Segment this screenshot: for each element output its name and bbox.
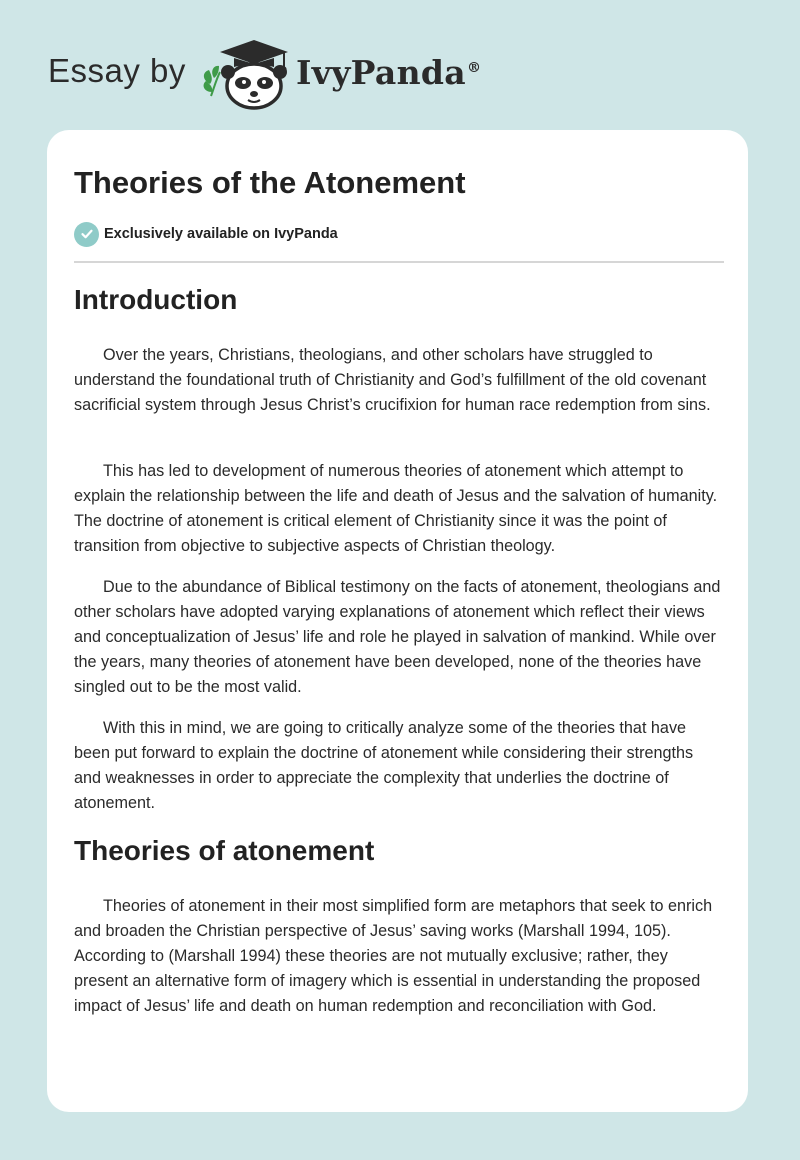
theories-paragraph-1: Theories of atonement in their most simplified form are metaphors that seek to enrich and broaden the Christian perspective of Jesus’ saving works (Marshall 1994, 105). According to (Marshall 1994) these theories are not mutually exclusive; rather, they present an alternative form of imagery which is essential in understanding the proposed impact of Jesus’ life and death on human redemption and reconciliation with God. xyxy=(74,897,713,1015)
page-title: Theories of the Atonement xyxy=(74,165,466,200)
check-icon xyxy=(74,222,99,247)
brand-name-text: IvyPanda xyxy=(296,53,466,92)
title-divider xyxy=(74,261,724,263)
intro-paragraph-4: With this in mind, we are going to critically analyze some of the theories that have been put forward to explain the doctrine of atonement while considering their strengths and weaknesses in order to appreciate the complexity that underlies the doctrine of atonement. xyxy=(74,719,694,812)
panda-graduate-logo-icon[interactable] xyxy=(200,34,292,110)
exclusive-badge xyxy=(74,221,338,247)
exclusive-badge-text: Exclusively available on IvyPanda xyxy=(104,226,338,242)
intro-paragraph-2: This has led to development of numerous theories of atonement which attempt to explain the relationship between the life and death of Jesus and the salvation of humanity. The doctrine of atonement is critical element of Christianity since it was the point of transition from objective to subjective aspects of Christian theology. xyxy=(74,462,718,555)
registered-mark: ® xyxy=(466,60,482,76)
intro-paragraph-1: Over the years, Christians, theologians, and other scholars have struggled to understand the foundational truth of Christianity and God’s fulfillment of the old covenant sacrificial system through Jesus Christ’s crucifixion for human race redemption from sins. xyxy=(74,346,711,414)
intro-paragraph-3: Due to the abundance of Biblical testimony on the facts of atonement, theologians and other scholars have adopted varying explanations of atonement which reflect their views and conceptualization of Jesus’ life and role he played in salvation of mankind. While over the years, many theories of atonement have been developed, none of the theories have singled out to be the most valid. xyxy=(74,578,721,696)
essay-card xyxy=(47,130,748,1112)
section-heading-introduction: Introduction xyxy=(74,284,238,315)
brand-name[interactable] xyxy=(296,53,481,92)
section-heading-theories: Theories of atonement xyxy=(74,835,375,866)
site-header xyxy=(48,34,482,114)
essay-by-label: Essay by xyxy=(48,52,186,89)
